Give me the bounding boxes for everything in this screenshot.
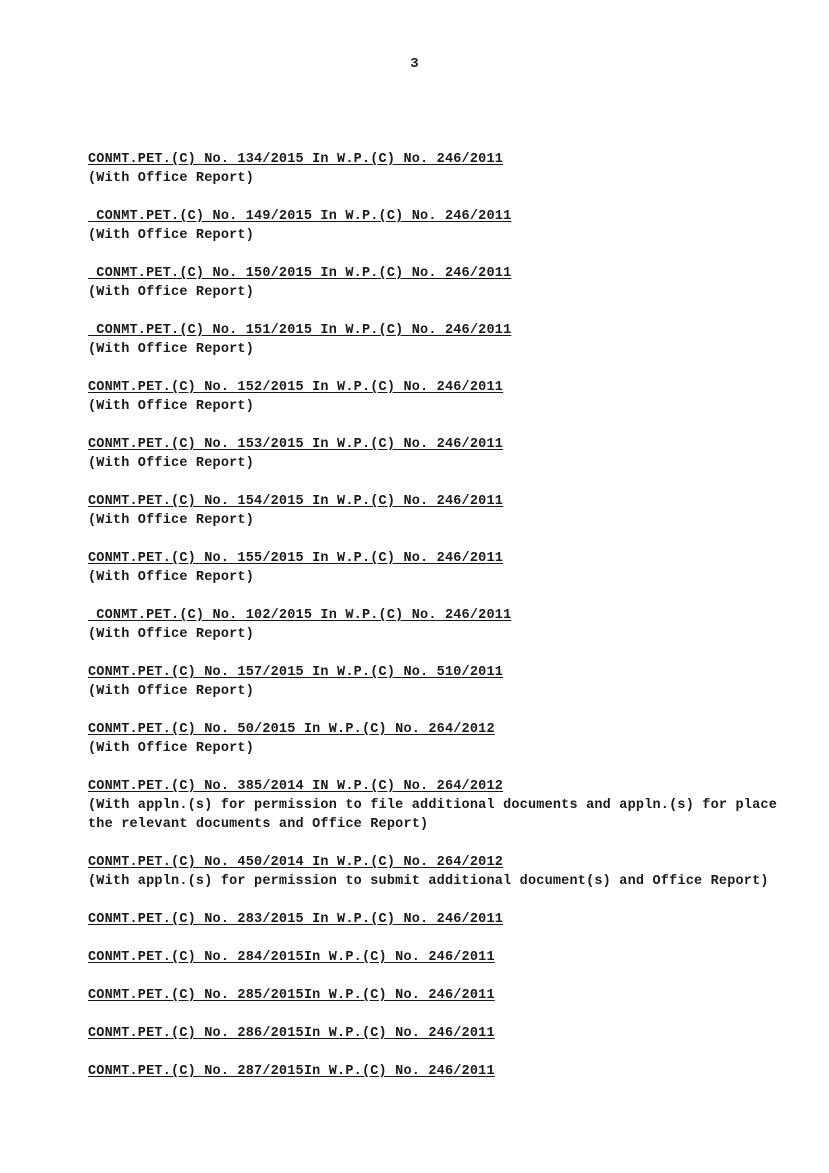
- case-entry: [88, 492, 778, 530]
- case-entry: [88, 1062, 778, 1081]
- case-entry: [88, 321, 778, 359]
- case-note: (With Office Report): [88, 570, 255, 585]
- case-heading: CONMT.PET.(C) No. 285/2015In W.P.(C) No. 246/2011: [88, 988, 495, 1003]
- case-note: (With Office Report): [88, 741, 255, 756]
- case-heading: CONMT.PET.(C) No. 155/2015 In W.P.(C) No. 246/2011: [88, 551, 504, 566]
- case-heading: CONMT.PET.(C) No. 385/2014 IN W.P.(C) No. 264/2012: [88, 779, 504, 794]
- case-note: (With Office Report): [88, 513, 255, 528]
- case-note: (With Office Report): [88, 684, 255, 699]
- case-list: [88, 150, 778, 1081]
- case-entry: [88, 986, 778, 1005]
- case-entry: [88, 606, 778, 644]
- case-heading: CONMT.PET.(C) No. 149/2015 In W.P.(C) No. 246/2011: [88, 209, 512, 224]
- case-heading: CONMT.PET.(C) No. 151/2015 In W.P.(C) No. 246/2011: [88, 323, 512, 338]
- case-heading: CONMT.PET.(C) No. 102/2015 In W.P.(C) No. 246/2011: [88, 608, 512, 623]
- case-note: (With Office Report): [88, 285, 255, 300]
- case-entry: [88, 435, 778, 473]
- case-heading: CONMT.PET.(C) No. 450/2014 In W.P.(C) No. 264/2012: [88, 855, 504, 870]
- case-heading: CONMT.PET.(C) No. 283/2015 In W.P.(C) No. 246/2011: [88, 912, 504, 927]
- case-entry: [88, 1024, 778, 1043]
- case-note: (With Office Report): [88, 342, 255, 357]
- case-entry: [88, 264, 778, 302]
- case-entry: [88, 853, 778, 891]
- case-heading: CONMT.PET.(C) No. 154/2015 In W.P.(C) No. 246/2011: [88, 494, 504, 509]
- page-number: 3: [410, 56, 419, 72]
- case-heading: CONMT.PET.(C) No. 152/2015 In W.P.(C) No. 246/2011: [88, 380, 504, 395]
- case-heading: CONMT.PET.(C) No. 286/2015In W.P.(C) No. 246/2011: [88, 1026, 495, 1041]
- case-entry: [88, 910, 778, 929]
- case-note: (With Office Report): [88, 456, 255, 471]
- case-note: (With Office Report): [88, 627, 255, 642]
- case-entry: [88, 378, 778, 416]
- case-entry: [88, 150, 778, 188]
- case-heading: CONMT.PET.(C) No. 153/2015 In W.P.(C) No. 246/2011: [88, 437, 504, 452]
- case-note: (With Office Report): [88, 399, 255, 414]
- case-note: (With appln.(s) for permission to submit additional document(s) and Office Report): [88, 874, 769, 889]
- case-entry: [88, 720, 778, 758]
- case-entry: [88, 663, 778, 701]
- case-heading: CONMT.PET.(C) No. 134/2015 In W.P.(C) No. 246/2011: [88, 152, 504, 167]
- case-heading: CONMT.PET.(C) No. 284/2015In W.P.(C) No. 246/2011: [88, 950, 495, 965]
- case-heading: CONMT.PET.(C) No. 50/2015 In W.P.(C) No. 264/2012: [88, 722, 495, 737]
- case-note: (With Office Report): [88, 228, 255, 243]
- case-entry: [88, 207, 778, 245]
- case-entry: [88, 549, 778, 587]
- case-heading: CONMT.PET.(C) No. 150/2015 In W.P.(C) No. 246/2011: [88, 266, 512, 281]
- case-note: (With appln.(s) for permission to file additional documents and appln.(s) for place the relevant documents and Office Report): [88, 798, 778, 832]
- case-entry: [88, 777, 778, 834]
- case-heading: CONMT.PET.(C) No. 157/2015 In W.P.(C) No. 510/2011: [88, 665, 504, 680]
- case-heading: CONMT.PET.(C) No. 287/2015In W.P.(C) No. 246/2011: [88, 1064, 495, 1079]
- case-entry: [88, 948, 778, 967]
- case-note: (With Office Report): [88, 171, 255, 186]
